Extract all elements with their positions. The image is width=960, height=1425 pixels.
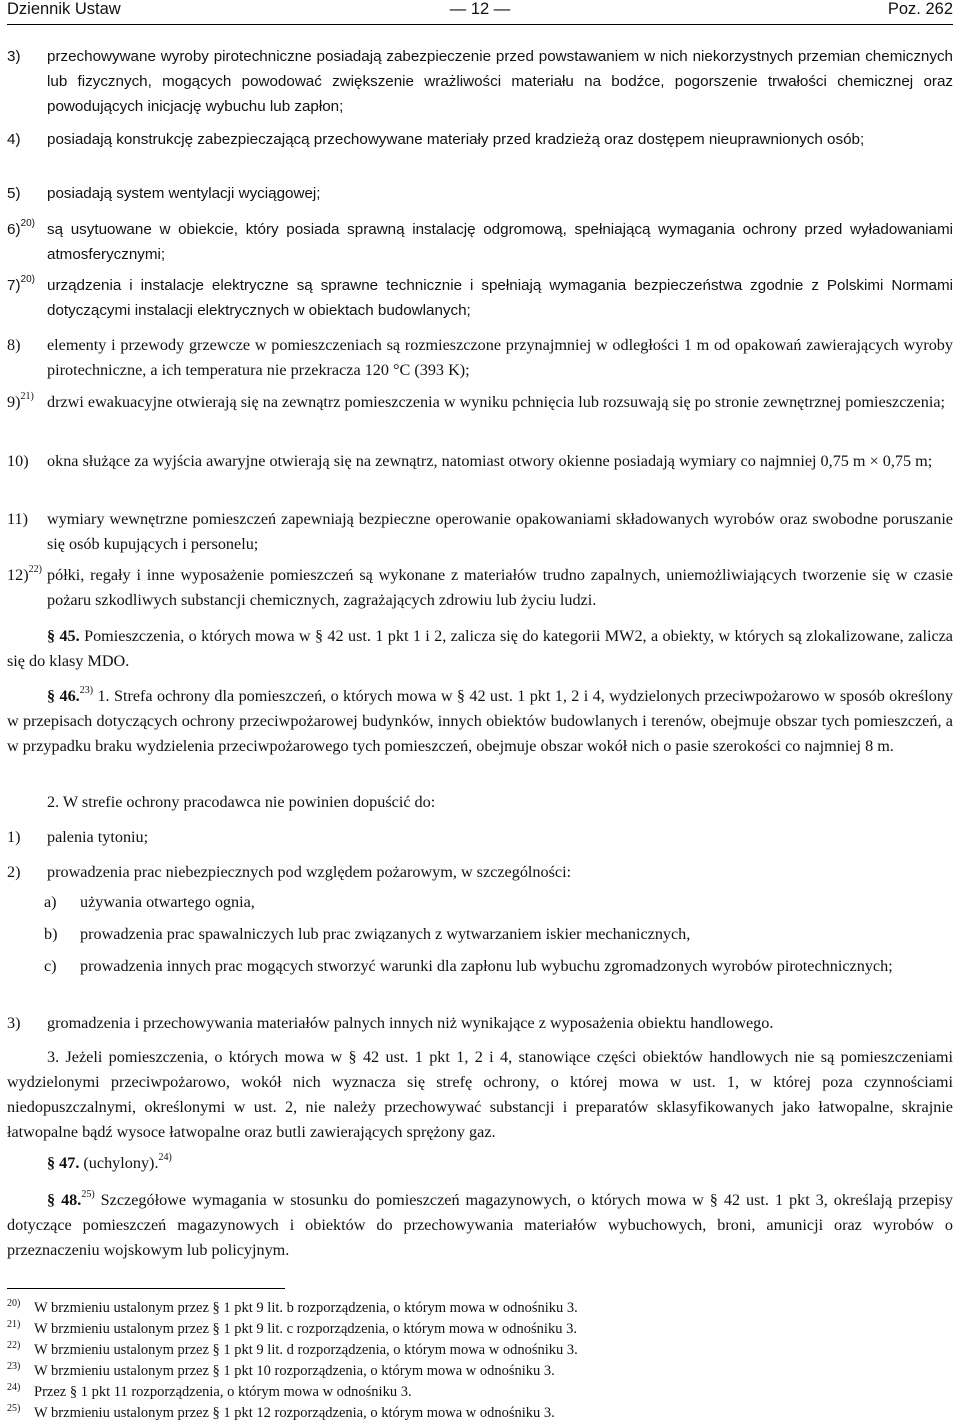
footnote-text: W brzmieniu ustalonym przez § 1 pkt 9 lit. c rozporządzenia, o którym mowa w odnośniku 3. (34, 1321, 577, 1337)
item-text: półki, regały i inne wyposażenie pomieszczeń są wykonane z materiałów trudno zapalnych, uniemożliwiających tworzenie się w czasie pożaru szkodliwych substancji chemicznych, zagrażających zdrowiu lub życiu ludzi. (47, 566, 953, 609)
item-number: 3) (7, 1014, 21, 1032)
footnote-mark: 21) (7, 1319, 21, 1330)
sub-item-letter: a) (44, 893, 57, 911)
item-text: gromadzenia i przechowywania materiałów palnych innych niż wynikające z wyposażenia obiektu handlowego. (47, 1014, 774, 1032)
list-item (7, 273, 953, 323)
item-number: 9)$^{21)}$ (7, 390, 34, 411)
list-item (7, 1011, 953, 1036)
list-item (7, 860, 953, 885)
item-number: 12)$^{22)}$ (7, 563, 42, 584)
paragraph-47 (7, 1151, 953, 1176)
footnote (7, 1404, 947, 1422)
item-text: prowadzenia prac niebezpiecznych pod względem pożarowym, w szczególności: (47, 863, 572, 881)
footnote-mark: 23) (7, 1361, 21, 1372)
paragraph-48 (7, 1188, 953, 1263)
footnote-ref: 21) (20, 390, 34, 402)
footnote (7, 1362, 947, 1380)
paragraph-label: § 45. (47, 627, 80, 645)
footnote-mark: 20) (7, 1298, 21, 1309)
item-text: urządzenia i instalacje elektryczne są sprawne technicznie i spełniają wymagania bezpieczeństwa zgodnie z Polskimi Normami dotyczącymi instalacji elektrycznych w obiektach budowlanych; (47, 277, 953, 319)
paragraph-46 (7, 684, 953, 759)
footnote (7, 1320, 947, 1338)
footnote-ref: 25) (81, 1188, 95, 1200)
list-item (7, 563, 953, 613)
item-number: 1) (7, 828, 21, 846)
item-text: palenia tytoniu; (47, 828, 149, 846)
footnote-text: W brzmieniu ustalonym przez § 1 pkt 10 rozporządzenia, o którym mowa w odnośniku 3. (34, 1363, 555, 1379)
header-rule (7, 24, 953, 25)
item-number: 8) (7, 336, 21, 354)
paragraph-text: (uchylony). (83, 1154, 159, 1172)
list-item (7, 217, 953, 267)
footnote (7, 1341, 947, 1359)
footnote-text: Przez § 1 pkt 11 rozporządzenia, o którym mowa w odnośniku 3. (34, 1384, 412, 1400)
footnote-ref: 22) (28, 563, 42, 575)
item-text: drzwi ewakuacyjne otwierają się na zewnątrz pomieszczenia w wyniku pchnięcia lub rozsuwają się po stronie zewnętrznej pomieszczenia; (47, 393, 946, 411)
list-item (7, 333, 953, 383)
sub-item (7, 890, 953, 915)
paragraph-text: 1. Strefa ochrony dla pomieszczeń, o których mowa w § 42 ust. 1 pkt 1, 2 i 4, wydzielonych przeciwpożarowo w sposób określony w przepisach dotyczących ochrony przeciwpożarowej budynków, innych obiektów budowlanych i terenów, obejmuje obszar tych pomieszczeń, a w przypadku braku wydzielenia przeciwpożarowego tych pomieszczeń, obejmuje obszar wokół nich o pasie szerokości co najmniej 8 m. (7, 687, 954, 755)
item-number: 10) (7, 452, 29, 470)
sub-item-text: używania otwartego ognia, (80, 893, 255, 911)
item-number: 6)$^{20)}$ (7, 217, 35, 238)
item-number: 2) (7, 863, 21, 881)
footnote-ref: 23) (79, 684, 94, 696)
item-number: 4) (7, 131, 21, 148)
footnote-ref: 24) (158, 1151, 172, 1163)
list-item (7, 181, 953, 206)
item-number: 7)$^{20)}$ (7, 273, 35, 294)
item-text: posiadają konstrukcję zabezpieczającą przechowywane materiały przed kradzieżą oraz dostępem nieuprawnionych osób; (47, 131, 865, 148)
paragraph-text: Pomieszczenia, o których mowa w § 42 ust. 1 pkt 1 i 2, zalicza się do kategorii MW2, a obiekty, w których są zlokalizowane, zalicza się do klasy MDO. (7, 627, 953, 670)
paragraph-label: § 46. (47, 687, 80, 705)
item-text: okna służące za wyjścia awaryjne otwierają się na zewnątrz, natomiast otwory okienne posiadają wymiary co najmniej 0,75 m × 0,75 m; (47, 452, 933, 470)
list-item (7, 44, 953, 119)
footnote-text: W brzmieniu ustalonym przez § 1 pkt 12 rozporządzenia, o którym mowa w odnośniku 3. (34, 1405, 555, 1421)
sub-item (7, 922, 953, 947)
paragraph-text: Szczegółowe wymagania w stosunku do pomieszczeń magazynowych, o których mowa w § 42 ust. 1 pkt 3, określają przepisy dotyczące pomieszczeń magazynowych i obiektów do przechowywania materiałów wybuchowych, broni, amunicji oraz wyrobów o przeznaczeniu wojskowym lub policyjnym. (7, 1191, 954, 1259)
item-number: 5) (7, 185, 21, 202)
footnote-text: W brzmieniu ustalonym przez § 1 pkt 9 lit. b rozporządzenia, o którym mowa w odnośniku 3. (34, 1300, 578, 1316)
item-number: 3) (7, 48, 21, 65)
footnote (7, 1383, 947, 1401)
sub-item-text: prowadzenia prac spawalniczych lub prac związanych z wytwarzaniem iskier mechanicznych, (80, 925, 691, 943)
section-3: 3. Jeżeli pomieszczenia, o których mowa w § 42 ust. 1 pkt 1, 2 i 4, stanowiące części obiektów handlowych nie są pomieszczeniami wydzielonymi przeciwpożarowo, wokół nich wyznacza się strefę ochrony, o której mowa w ust. 1, w której poza czynnościami niedopuszczalnymi, określonymi w ust. 2, nie należy przechowywać substancji i preparatów sklasyfikowanych jako łatwopalne, skrajnie łatwopalne bądź wysoce łatwopalne oraz butli zawierających sprężony gaz. (7, 1048, 953, 1141)
footnote (7, 1299, 947, 1317)
page-number: — 12 — (449, 0, 511, 18)
section-2-intro: 2. W strefie ochrony pracodawca nie powinien dopuścić do: (47, 793, 436, 811)
list-item (7, 390, 953, 415)
footnote-ref: 20) (20, 273, 35, 285)
paragraph-45 (7, 624, 953, 674)
list-item (7, 127, 953, 152)
footnote-separator (7, 1288, 285, 1289)
list-item (7, 507, 953, 557)
sub-item-letter: b) (44, 925, 58, 943)
list-item (7, 449, 953, 474)
footnote-ref: 20) (20, 217, 35, 229)
footnote-mark: 24) (7, 1382, 21, 1393)
item-text: są usytuowane w obiekcie, który posiada sprawną instalację odgromową, spełniającą wymagania ochrony przed wyładowaniami atmosferycznymi; (47, 221, 953, 263)
item-text: posiadają system wentylacji wyciągowej; (47, 185, 321, 202)
item-number: 11) (7, 510, 28, 528)
paragraph-label: § 48. (47, 1191, 82, 1209)
paragraph-label: § 47. (47, 1154, 80, 1172)
sub-item (7, 954, 953, 979)
footnote-text: W brzmieniu ustalonym przez § 1 pkt 9 lit. d rozporządzenia, o którym mowa w odnośniku 3. (34, 1342, 578, 1358)
item-text: elementy i przewody grzewcze w pomieszczeniach są rozmieszczone przynajmniej w odległości 1 m od opakowań zawierających wyroby pirotechniczne, a ich temperatura nie przekracza 120 °C (393 K); (47, 336, 953, 379)
item-text: przechowywane wyroby pirotechniczne posiadają zabezpieczenie przed powstawaniem w nich niekorzystnych przemian chemicznych lub fizycznych, mogących powodować zwiększenie wrażliwości materiału na bodźce, pogorszenie trwałości chemicznej oraz powodujących inicjację wybuchu lub zapłon; (47, 48, 953, 115)
sub-item-letter: c) (44, 957, 57, 975)
sub-item-text: prowadzenia innych prac mogących stworzyć warunki dla zapłonu lub wybuchu zgromadzonych wyrobów pirotechnicznych; (80, 957, 893, 975)
footnote-mark: 22) (7, 1340, 21, 1351)
page-header (7, 0, 953, 24)
footnote-mark: 25) (7, 1403, 21, 1414)
item-text: wymiary wewnętrzne pomieszczeń zapewniają bezpieczne operowanie opakowaniami składowanych wyrobów oraz swobodne poruszanie się osób kupujących i personelu; (47, 510, 953, 553)
position-number: Poz. 262 (887, 0, 953, 18)
list-item (7, 825, 953, 850)
journal-title: Dziennik Ustaw (7, 0, 121, 18)
